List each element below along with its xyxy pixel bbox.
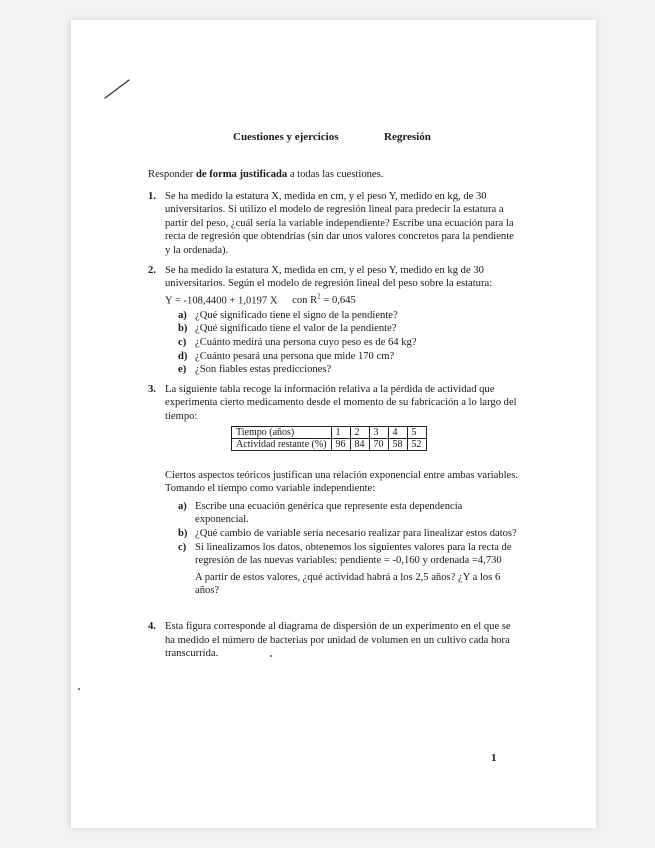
sub-letter: c) [178, 337, 187, 349]
sub-text: Si linealizamos los datos, obtenemos los siguientes valores para la recta de regresión de las nuevas variables: pendiente = -0,160 y ordenada =4,730 [195, 541, 512, 567]
table-cell: 52 [407, 438, 426, 450]
r2-superscript: 2 [317, 292, 321, 301]
table-cell: 3 [369, 426, 388, 438]
document-body [148, 168, 518, 667]
header-topic: Regresión [384, 131, 431, 143]
r2-label: con R [292, 295, 318, 307]
instructions [148, 168, 518, 182]
question-number: 1. [148, 190, 156, 202]
sub-letter: a) [178, 309, 187, 321]
sub-text: ¿Qué significado tiene el valor de la pendiente? [195, 323, 397, 335]
exponential-paragraph: Ciertos aspectos teóricos justifican una relación exponencial entre ambas variables. Tomando el tiempo como variable independiente: [165, 469, 518, 495]
question-1 [148, 190, 518, 258]
subquestions [178, 500, 518, 598]
question-4 [148, 620, 518, 661]
pen-stroke-mark [103, 78, 131, 100]
sub-letter: d) [178, 350, 188, 362]
scan-speck [270, 655, 272, 657]
question-number: 3. [148, 383, 156, 395]
question-2 [148, 264, 518, 377]
subquestion-d [178, 350, 518, 364]
table-cell: Actividad restante (%) [232, 438, 332, 450]
sub-text: ¿Son fiables estas predicciones? [195, 364, 332, 376]
sub-text: Escribe una ecuación genérica que represente esta dependencia exponencial. [195, 500, 463, 526]
subquestion-b [178, 322, 518, 336]
followup-question [178, 571, 518, 598]
r-squared [292, 292, 356, 307]
question-text: Esta figura corresponde al diagrama de dispersión de un experimento en el que se ha medido el número de bacterias por unidad de volumen en un cultivo cada hora transcurrida. [165, 620, 511, 660]
table-cell: 70 [369, 438, 388, 450]
intro-bold: de forma justificada [195, 169, 288, 180]
sub-letter: a) [178, 500, 187, 512]
subquestion-a [178, 309, 518, 323]
question-text: Se ha medido la estatura X, medida en cm, y el peso Y, medido en kg, de 30 universitarios. Si utilizo el modelo de regresión lineal para predecir la estatura a partir del peso, ¿cuál sería la variable independiente? Escribe una ecuación para la recta de regresión que obtendrías (sin dar unos valores concretos para la pendiente y la ordenada). [165, 190, 514, 256]
sub-letter: b) [178, 323, 188, 335]
activity-table [231, 426, 427, 451]
question-text: La siguiente tabla recoge la información relativa a la pérdida de actividad que experimenta cierto medicamento desde el momento de su fabricación a lo largo del tiempo: [165, 383, 517, 423]
intro-text-end: a todas las cuestiones. [287, 169, 384, 180]
subquestion-e [178, 363, 518, 377]
table-cell: 96 [331, 438, 350, 450]
table-cell: Tiempo (años) [232, 426, 332, 438]
table-row [232, 426, 427, 438]
question-number: 2. [148, 264, 156, 276]
question-3 [148, 383, 518, 451]
r2-value: = 0,645 [320, 295, 356, 307]
subquestion-b [178, 527, 518, 541]
table-cell: 58 [388, 438, 407, 450]
sub-letter: c) [178, 541, 187, 553]
table-row [232, 438, 427, 450]
sub-text: ¿Cuánto medirá una persona cuyo peso es de 64 kg? [195, 337, 417, 349]
table-cell: 5 [407, 426, 426, 438]
sub-letter: b) [178, 528, 188, 539]
sub-text: ¿Cuánto pesará una persona que mide 170 cm? [195, 350, 395, 362]
sub-text: A partir de estos valores, ¿qué actividad habrá a los 2,5 años? ¿Y a los 6 años? [195, 571, 501, 597]
intro-text: Responder [148, 169, 196, 180]
table-cell: 84 [350, 438, 369, 450]
table-cell: 2 [350, 426, 369, 438]
sub-text: ¿Qué cambio de variable sería necesario realizar para linealizar estos datos? [195, 528, 517, 539]
scan-speck [78, 688, 80, 690]
subquestion-c [178, 336, 518, 350]
subquestion-c [178, 541, 518, 568]
regression-equation: Y = -108,4400 + 1,0197 X [165, 295, 278, 307]
subquestion-a [178, 500, 518, 527]
header-title: Cuestiones y ejercicios [233, 131, 339, 143]
table-cell: 4 [388, 426, 407, 438]
sub-text: ¿Qué significado tiene el signo de la pendiente? [195, 309, 398, 321]
subquestions [178, 309, 518, 377]
question-number: 4. [148, 620, 156, 632]
table-cell: 1 [331, 426, 350, 438]
sub-letter: e) [178, 364, 187, 376]
question-text: Se ha medido la estatura X, medida en cm, y el peso Y, medido en kg de 30 universitarios. Según el modelo de regresión lineal del peso sobre la estatura: [165, 264, 493, 290]
page-number: 1 [491, 752, 497, 764]
